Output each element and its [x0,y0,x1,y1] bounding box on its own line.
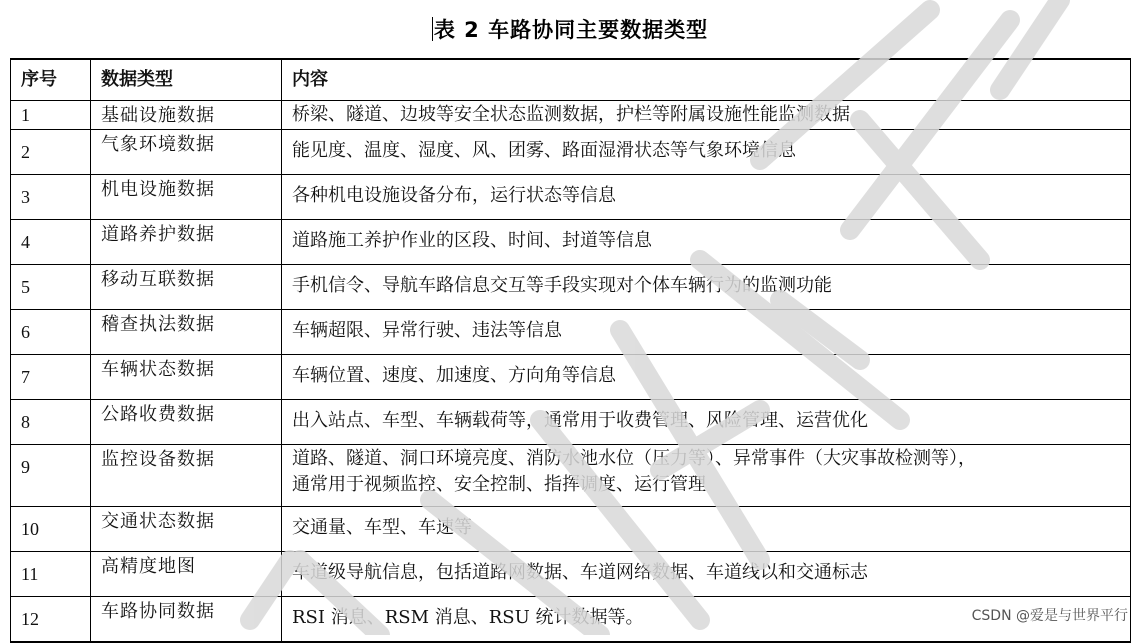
row-no: 8 [11,400,91,445]
csdn-credit-text: CSDN @爱是与世界平行 [971,608,1128,624]
row-type: 公路收费数据 [91,400,282,445]
row-content: 能见度、温度、湿度、风、团雾、路面湿滑状态等气象环境信息 [282,130,1131,175]
row-content: 道路施工养护作业的区段、时间、封道等信息 [282,220,1131,265]
table-row [11,220,1131,265]
table-row [11,101,1131,130]
row-content: 交通量、车型、车速等 [282,507,1131,552]
text-cursor [432,17,433,41]
row-no: 10 [11,507,91,552]
row-content: RSI 消息、RSM 消息、RSU 统计数据等。 [282,597,1131,643]
row-no: 5 [11,265,91,310]
row-content: 车辆超限、异常行驶、违法等信息 [282,310,1131,355]
row-no: 3 [11,175,91,220]
table-row [11,445,1131,507]
row-content-line-2: 通常用于视频监控、安全控制、指挥调度、运行管理 [292,474,706,495]
header-content: 内容 [282,59,1131,101]
row-type: 高精度地图 [91,552,282,597]
table-row [11,310,1131,355]
data-types-table [10,58,1131,643]
row-type: 监控设备数据 [91,445,282,507]
header-no: 序号 [11,59,91,101]
table-row [11,507,1131,552]
row-type: 机电设施数据 [91,175,282,220]
row-no: 1 [11,101,91,130]
row-no: 2 [11,130,91,175]
row-content: 车道级导航信息，包括道路网数据、车道网络数据、车道线以和交通标志 [282,552,1131,597]
row-content: 出入站点、车型、车辆载荷等，通常用于收费管理、风险管理、运营优化 [282,400,1131,445]
table-row [11,400,1131,445]
table-row [11,597,1131,643]
row-no: 9 [11,445,91,507]
table-title-text: 表 2 车路协同主要数据类型 [433,18,709,42]
row-no: 11 [11,552,91,597]
row-type: 气象环境数据 [91,130,282,175]
table-header-row [11,59,1131,101]
row-content: 各种机电设施设备分布，运行状态等信息 [282,175,1131,220]
row-no: 7 [11,355,91,400]
row-type: 移动互联数据 [91,265,282,310]
row-content: 手机信令、导航车路信息交互等手段实现对个体车辆行为的监测功能 [282,265,1131,310]
row-type: 车路协同数据 [91,597,282,643]
header-type: 数据类型 [91,59,282,101]
table-row [11,130,1131,175]
row-no: 4 [11,220,91,265]
table-row [11,265,1131,310]
table-title [0,14,1140,44]
row-content: 车辆位置、速度、加速度、方向角等信息 [282,355,1131,400]
row-content: 桥梁、隧道、边坡等安全状态监测数据，护栏等附属设施性能监测数据 [282,101,1131,130]
row-content [282,445,1131,507]
row-type: 交通状态数据 [91,507,282,552]
row-no: 6 [11,310,91,355]
row-type: 车辆状态数据 [91,355,282,400]
row-content-line-1: 道路、隧道、洞口环境亮度、消防水池水位（压力等）、异常事件（大灾事故检测等）， [292,448,976,469]
table-row [11,355,1131,400]
row-type: 道路养护数据 [91,220,282,265]
row-type: 基础设施数据 [91,101,282,130]
table-row [11,552,1131,597]
row-type: 稽查执法数据 [91,310,282,355]
table-row [11,175,1131,220]
row-no: 12 [11,597,91,643]
